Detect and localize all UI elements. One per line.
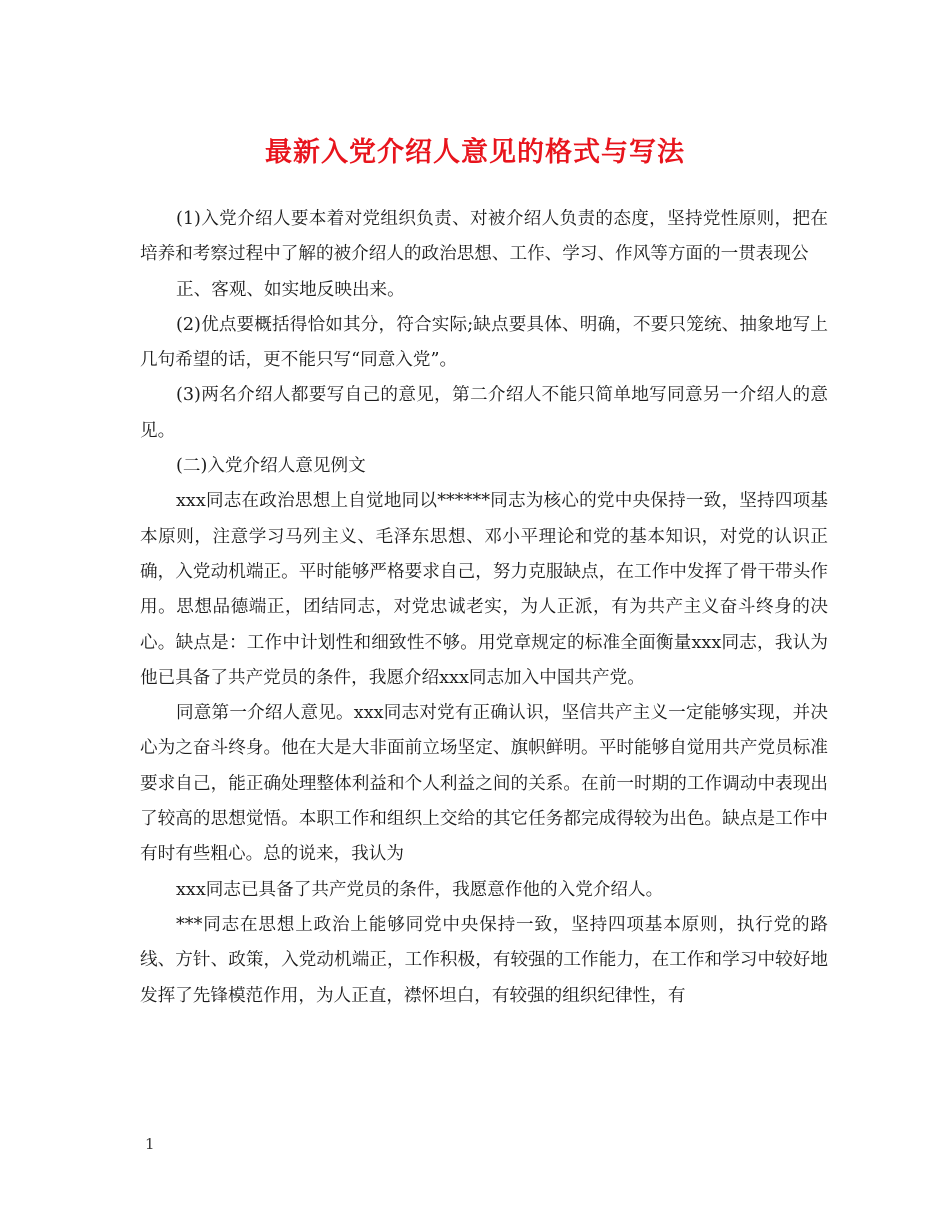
document-body xyxy=(140,202,828,1014)
paragraph-example-1: xxx同志在政治思想上自觉地同以******同志为核心的党中央保持一致，坚持四项基本原则，注意学习马列主义、毛泽东思想、邓小平理论和党的基本知识，对党的认识正确，入党动机端正。平时能够严格要求自己，努力克服缺点，在工作中发挥了骨干带头作用。思想品德端正，团结同志，对党忠诚老实，为人正派，有为共产主义奋斗终身的决心。缺点是：工作中计划性和细致性不够。用党章规定的标准全面衡量xxx同志，我认为他已具备了共产党员的条件，我愿介绍xxx同志加入中国共产党。 xyxy=(140,491,828,688)
page-number: 1 xyxy=(145,1135,155,1153)
paragraph-guideline-1: (1)入党介绍人要本着对党组织负责、对被介绍人负责的态度，坚持党性原则，把在培养和考察过程中了解的被介绍人的政治思想、工作、学习、作风等方面的一贯表现公 xyxy=(140,209,828,265)
paragraph-guideline-2: (2)优点要概括得恰如其分，符合实际;缺点要具体、明确，不要只笼统、抽象地写上几句希望的话，更不能只写“同意入党”。 xyxy=(140,314,828,371)
document-title: 最新入党介绍人意见的格式与写法 xyxy=(265,137,685,168)
paragraph-example-3: ***同志在思想上政治上能够同党中央保持一致，坚持四项基本原则，执行党的路线、方针、政策，入党动机端正，工作积极，有较强的工作能力，在工作和学习中较好地发挥了先锋模范作用，为人正直，襟怀坦白，有较强的组织纪律性，有 xyxy=(140,914,828,1006)
paragraph-guideline-3: (3)两名介绍人都要写自己的意见，第二介绍人不能只简单地写同意另一介绍人的意见。 xyxy=(140,385,828,441)
paragraph-example-2-continued: xxx同志已具备了共产党员的条件，我愿意作他的入党介绍人。 xyxy=(176,879,664,900)
paragraph-guideline-1-continued: 正、客观、如实地反映出来。 xyxy=(176,279,405,300)
paragraph-example-2: 同意第一介绍人意见。xxx同志对党有正确认识，坚信共产主义一定能够实现，并决心为之奋斗终身。他在大是大非面前立场坚定、旗帜鲜明。平时能够自觉用共产党员标准要求自己，能正确处理整体利益和个人利益之间的关系。在前一时期的工作调动中表现出了较高的思想觉悟。本职工作和组织上交给的其它任务都完成得较为出色。缺点是工作中有时有些粗心。总的说来，我认为 xyxy=(140,703,828,865)
section-heading-examples: (二)入党介绍人意见例文 xyxy=(176,456,366,477)
